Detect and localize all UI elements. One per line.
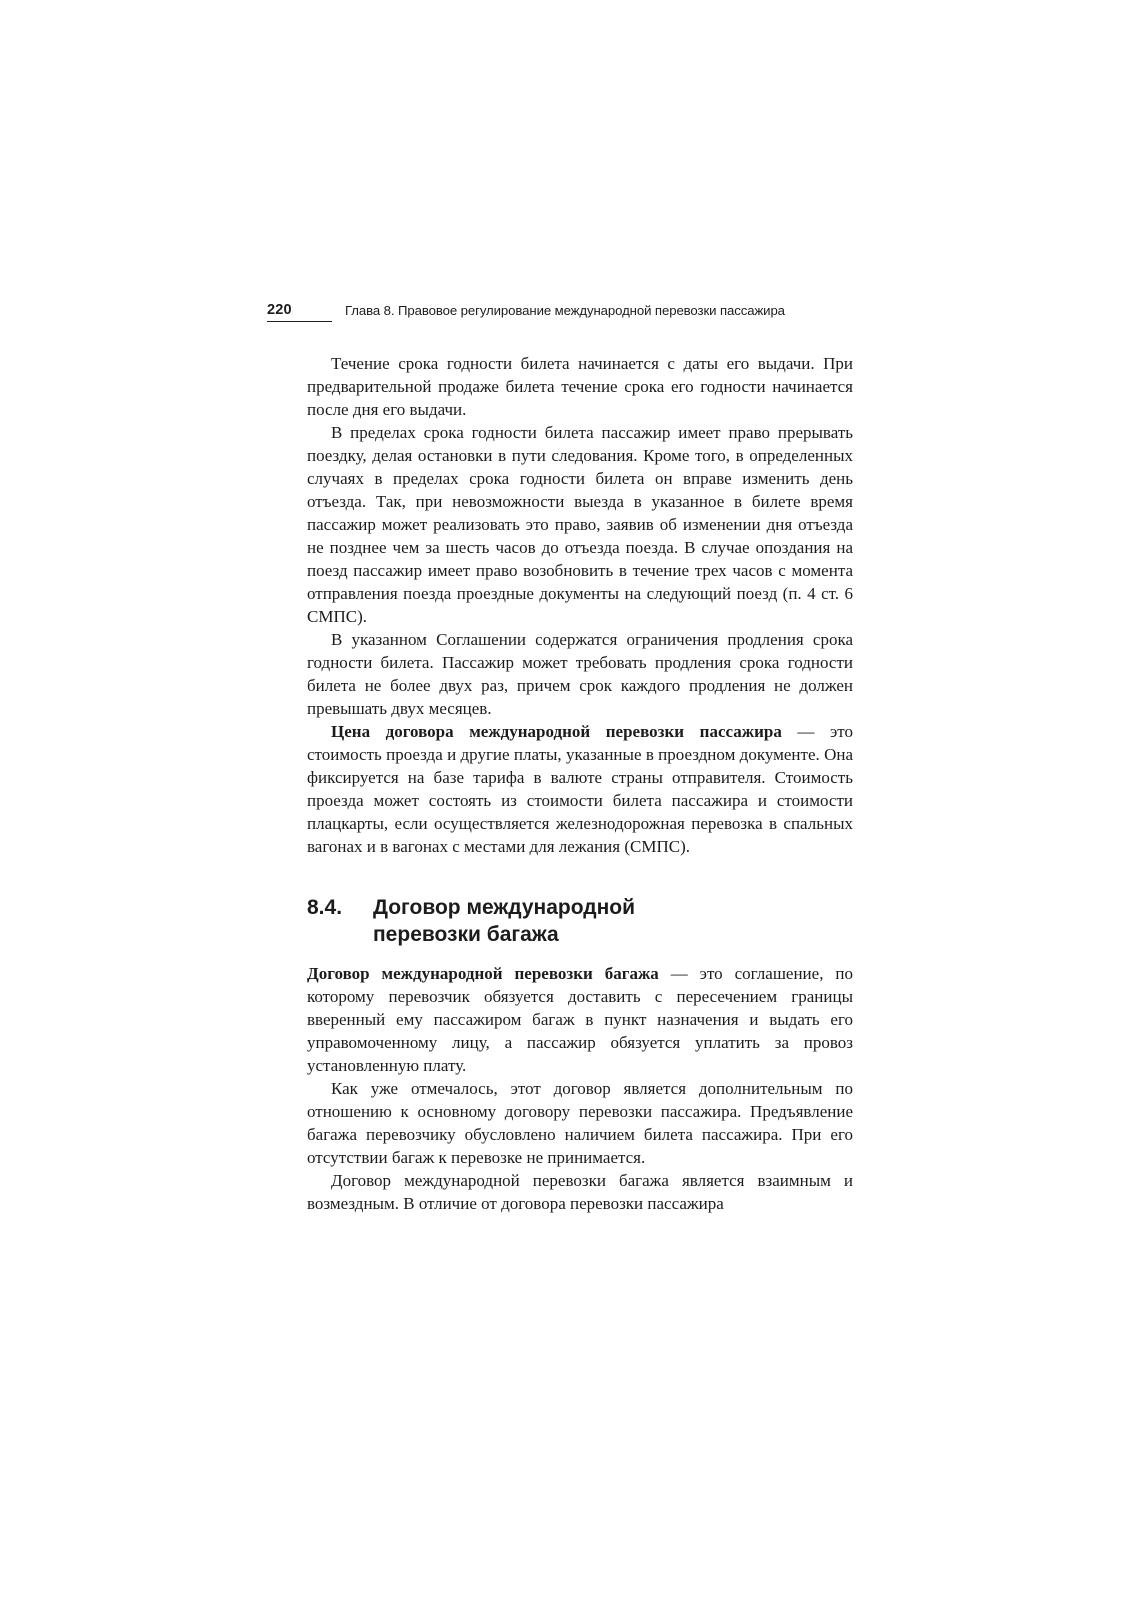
- header-rule: [267, 321, 332, 322]
- paragraph-text: Договор международной перевозки багажа является взаимным и возмездным. В отличие от договора перевозки пассажира: [307, 1171, 853, 1213]
- section-title: Договор международной перевозки багажа: [373, 896, 636, 946]
- paragraph-text: — это соглашение, по которому перевозчик обязуется доставить с пересечением границы вверенный ему пассажиром багаж в пункт назначения и выдать его управомоченному лицу, а пассажир обязуется уплатить за провоз установленную плату.: [307, 964, 853, 1075]
- paragraph-text: — это стоимость проезда и другие платы, указанные в проездном документе. Она фиксируется на базе тарифа в валюте страны отправителя. Стоимость проезда может состоять из стоимости билета пассажира и стоимости плацкарты, если осуществляется железнодорожная перевозка в спальных вагонах и в вагонах с местами для лежания (СМПС).: [307, 722, 853, 856]
- paragraph-text: Течение срока годности билета начинается с даты его выдачи. При предварительной продаже билета течение срока его годности начинается после дня его выдачи.: [307, 354, 853, 419]
- running-header: [267, 302, 853, 328]
- page-number: 220: [267, 302, 292, 318]
- defined-term: Договор международной перевозки багажа: [307, 964, 659, 983]
- page-body: [307, 352, 853, 1215]
- running-title: Глава 8. Правовое регулирование международной перевозки пассажира: [345, 303, 785, 318]
- paragraph-text: В указанном Соглашении содержатся ограничения продления срока годности билета. Пассажир может требовать продления срока годности билета не более двух раз, причем срок каждого продления не должен превышать двух месяцев.: [307, 630, 853, 718]
- paragraph: [307, 1169, 853, 1215]
- paragraph-text: Как уже отмечалось, этот договор является дополнительным по отношению к основному договору перевозки пассажира. Предъявление багажа перевозчику обусловлено наличием билета пассажира. При его отсутствии багаж к перевозке не принимается.: [307, 1079, 853, 1167]
- paragraph: [307, 352, 853, 421]
- paragraph: [307, 962, 853, 1077]
- paragraph: [307, 421, 853, 628]
- paragraph-text: В пределах срока годности билета пассажир имеет право прерывать поездку, делая остановки в пути следования. Кроме того, в определенных случаях в пределах срока годности билета он вправе изменить день отъезда. Так, при невозможности выезда в указанное в билете время пассажир может реализовать это право, заявив об изменении дня отъезда не позднее чем за шесть часов до отъезда поезда. В случае опоздания на поезд пассажир имеет право возобновить в течение трех часов с момента отправления поезда проездные документы на следующий поезд (п. 4 ст. 6 СМПС).: [307, 423, 853, 626]
- paragraph: [307, 628, 853, 720]
- paragraph: [307, 1077, 853, 1169]
- paragraph: [307, 720, 853, 858]
- section-heading: [307, 894, 853, 948]
- defined-term: Цена договора международной перевозки пассажира: [331, 722, 782, 741]
- section-number: 8.4.: [307, 896, 343, 919]
